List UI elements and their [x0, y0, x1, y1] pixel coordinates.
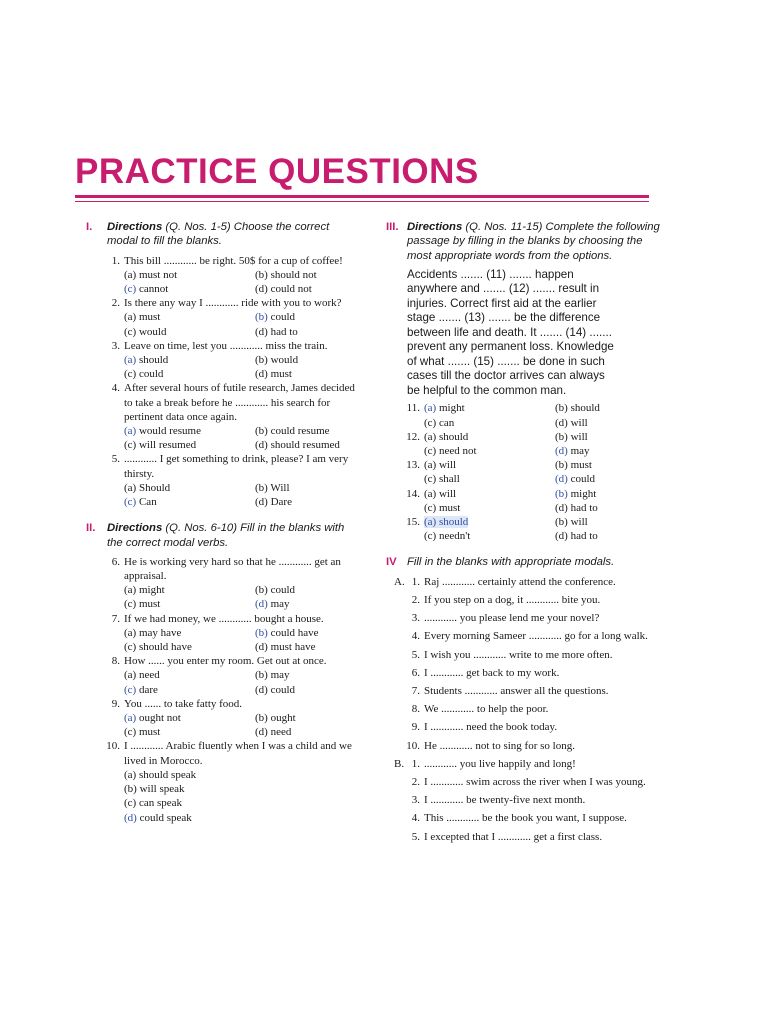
section-1-directions [86, 220, 362, 249]
options-10 [86, 768, 362, 825]
options-14: 14. (a) will (b) might (c) must (d) had to [386, 487, 662, 515]
section-3-directions [386, 220, 662, 263]
fill-item-b5: 5. I excepted that I ............ get a first class. [411, 830, 603, 843]
option-c: (c) needn't [424, 530, 471, 543]
right-column [386, 220, 662, 844]
option-d: (d) need [255, 726, 292, 739]
fill-item-a5: 5. I wish you ............ write to me more often. [411, 648, 613, 661]
question-8: 8. How ...... you enter my room. Get out at once. [111, 655, 327, 668]
options-12: 12. (a) should (b) will (c) need not (d) may [386, 430, 662, 458]
options-9 [86, 711, 362, 739]
options-13: 13. (a) will (b) must (c) shall (d) could [386, 458, 662, 486]
option-a: (a) may have [124, 626, 182, 639]
option-b: (b) could have [255, 626, 319, 639]
option-d: (d) had to [255, 325, 298, 338]
fill-item-b4: 4. This ............ be the book you want, I suppose. [411, 812, 627, 825]
option-b: (b) ought [255, 712, 296, 725]
fill-item-a7: 7. Students ............ answer all the questions. [411, 684, 609, 697]
title-rule-thick [75, 195, 649, 198]
section-2-directions [86, 521, 362, 550]
directions-text: (Q. Nos. 1-5) Choose the correct modal to fill the blanks. [107, 221, 330, 248]
question-4: 4. After several hours of futile research, James decided to take a break before he ............ his search for pertinent data once again. [111, 382, 355, 423]
directions-label: Directions [107, 221, 163, 233]
option-c: (c) would [124, 325, 167, 338]
option-d: (d) Dare [255, 496, 292, 509]
option-c: (c) Can [124, 496, 157, 509]
option-d: (d) must [255, 368, 292, 381]
option-b: (b) should not [255, 268, 317, 281]
left-column [86, 220, 362, 825]
question-1: 1. This bill ............ be right. 50$ for a cup of coffee! [111, 254, 343, 267]
fill-item-a1: A. 1. Raj ............ certainly attend the conference. [394, 575, 616, 588]
page-title: PRACTICE QUESTIONS [75, 152, 479, 191]
fill-item-a9: 9. I ............ need the book today. [411, 721, 558, 734]
option-c: (c) dare [124, 683, 158, 696]
options-1 [86, 268, 362, 296]
section-number: IV [386, 556, 397, 569]
option-d: (d) could speak [124, 811, 192, 824]
option-c: (c) should have [124, 641, 192, 654]
option-d: (d) should resumed [255, 439, 340, 452]
directions-label: Directions [107, 522, 163, 535]
option-c: (c) could [124, 368, 164, 381]
option-d: (d) may [255, 598, 290, 611]
question-5: 5. ............ I get something to drink, please? I am very thirsty. [111, 453, 349, 480]
options-8 [86, 668, 362, 696]
title-rule-thin [75, 201, 649, 202]
option-c: (c) shall [424, 473, 460, 486]
directions-label: Directions [407, 221, 463, 233]
fill-item-a3: 3. ............ you please lend me your novel? [411, 612, 600, 625]
fill-item-a2: 2. If you step on a dog, it ............ bite you. [411, 593, 601, 606]
option-c: (c) need not [424, 445, 477, 457]
option-d: (d) had to [555, 530, 598, 543]
option-d: (d) had to [555, 501, 598, 514]
option-b: (b) could [255, 311, 296, 324]
section-heading-text: Fill in the blanks with appropriate modals. [407, 556, 615, 569]
options-5 [86, 481, 362, 509]
option-c: (c) can speak [124, 797, 183, 810]
cloze-passage: Accidents ....... (11) ....... happen anywhere and ....... (12) ....... result in injuries. Correct first aid at the earlier stage ....... (13) ....... be the difference between life and death. It ....... (14) ....... prevent any permanent loss. Knowledge of what ....... (15) ....... be done in such cases till the doctor arrives can always be helpful to the common man. [407, 267, 614, 397]
option-d: (d) will [555, 416, 588, 429]
options-3 [86, 353, 362, 381]
directions-text: (Q. Nos. 6-10) Fill in the blanks with the correct modal verbs. [107, 522, 345, 549]
question-10: 10. I ............ Arabic fluently when I was a child and we lived in Morocco. [106, 740, 352, 767]
option-d: (d) may [555, 445, 590, 457]
fill-item-a10: 10. He ............ not to sing for so long. [406, 739, 575, 752]
option-a: (a) should [124, 354, 169, 367]
options-7 [86, 626, 362, 654]
fill-item-a8: 8. We ............ to help the poor. [411, 703, 549, 716]
option-a: (a) might [424, 402, 465, 415]
option-a: (a) would resume [124, 425, 201, 438]
question-3: 3. Leave on time, lest you ............ miss the train. [111, 339, 328, 352]
option-a: (a) ought not [124, 712, 181, 725]
option-c: (c) cannot [124, 283, 169, 295]
option-d: (d) could [555, 473, 596, 486]
option-a: (a) Should [124, 481, 171, 494]
section-4-heading [386, 555, 662, 569]
option-a: (a) must not [124, 268, 178, 281]
option-d: (d) could not [255, 283, 312, 295]
option-c: (c) must [124, 598, 161, 611]
section-number: III. [386, 221, 399, 233]
options-15: 15. (a) should (b) will (c) needn't (d) had to [386, 515, 662, 543]
option-b: (b) could resume [255, 425, 330, 438]
option-b: (b) may [255, 669, 290, 682]
section-number: I. [86, 221, 93, 233]
option-a: (a) should [424, 516, 469, 529]
options-6 [86, 583, 362, 611]
option-a: (a) should speak [124, 768, 197, 781]
option-b: (b) will [555, 516, 588, 529]
option-b: (b) Will [255, 481, 290, 494]
fill-item-b3: 3. I ............ be twenty-five next month. [411, 794, 586, 807]
option-b: (b) will [555, 430, 588, 443]
option-b: (b) should [555, 402, 600, 415]
option-b: (b) will speak [124, 783, 185, 796]
option-b: (b) could [255, 584, 296, 597]
option-c: (c) must [124, 726, 161, 739]
fill-item-b2: 2. I ............ swim across the river when I was young. [411, 775, 646, 788]
option-a: (a) need [124, 669, 160, 682]
fill-item-b1: B. 1. ............ you live happily and long! [394, 757, 576, 770]
directions-text: (Q. Nos. 11-15) Complete the following passage by filling in the blanks by choosing the most appropriate words from the options. [407, 221, 660, 262]
option-a: (a) will [424, 459, 457, 472]
option-a: (a) should [424, 430, 469, 443]
fill-item-a4: 4. Every morning Sameer ............ go for a long walk. [411, 630, 648, 643]
option-a: (a) must [124, 311, 161, 324]
option-b: (b) might [555, 487, 597, 500]
section-number: II. [86, 522, 96, 535]
question-6: 6. He is working very hard so that he ............ get an appraisal. [111, 555, 341, 583]
options-11: 11. (a) might (b) should (c) can (d) will [386, 401, 662, 429]
fill-item-a6: 6. I ............ get back to my work. [411, 666, 560, 679]
options-2 [86, 310, 362, 338]
option-b: (b) must [555, 459, 592, 472]
option-a: (a) will [424, 487, 457, 500]
option-c: (c) will resumed [124, 439, 197, 452]
options-4 [86, 424, 362, 452]
option-d: (d) must have [255, 641, 316, 654]
question-9: 9. You ...... to take fatty food. [111, 697, 243, 710]
option-d: (d) could [255, 683, 296, 696]
question-7: 7. If we had money, we ............ bought a house. [111, 612, 324, 625]
option-a: (a) might [124, 584, 165, 597]
question-2: 2. Is there any way I ............ ride with you to work? [111, 297, 342, 310]
option-c: (c) must [424, 501, 461, 514]
option-c: (c) can [424, 416, 455, 429]
option-b: (b) would [255, 354, 299, 367]
